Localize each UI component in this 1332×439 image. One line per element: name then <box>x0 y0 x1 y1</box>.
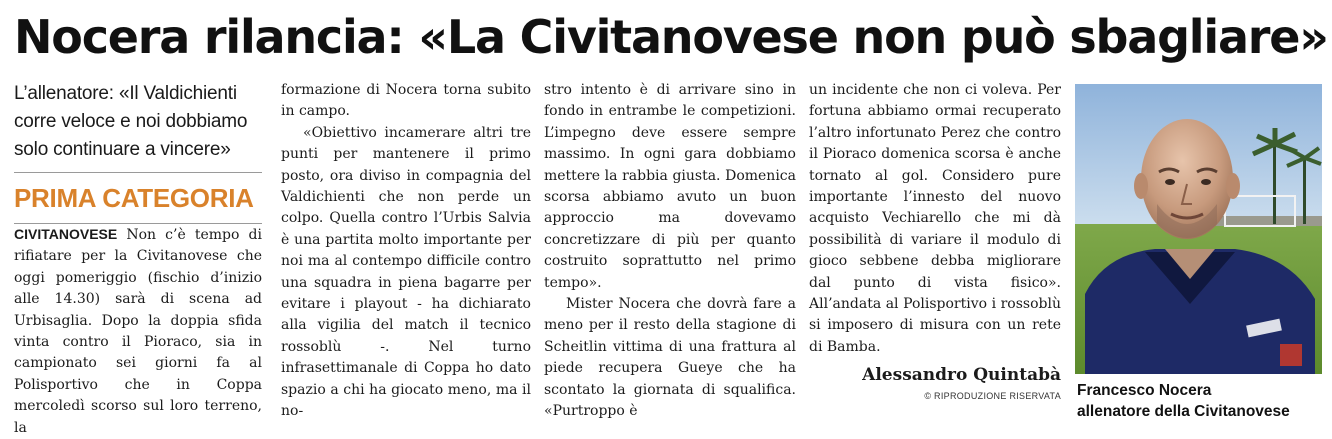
article-column-1 <box>14 80 262 439</box>
section-label: PRIMA CATEGORIA <box>14 183 254 213</box>
article-paragraph <box>14 224 262 439</box>
article-column-4 <box>809 80 1061 404</box>
coach-photo-illustration <box>1075 84 1322 374</box>
photo-caption <box>1077 380 1327 422</box>
article-paragraph: formazione di Nocera torna subito in campo. <box>281 82 531 120</box>
article-text: Non c’è tempo di rifiatare per la Civitanovese che oggi pomeriggio (fischio d’inizio alle 14.30) sarà di scena ad Urbisaglia. Dopo la doppia sfida vinta contro il Pioraco, sia in campionato sei giorni fa al Polisportivo che in Coppa mercoledì scorso sul loro terreno, la <box>14 227 262 436</box>
headline: Nocera rilancia: «La Civitanovese non può sbagliare» <box>14 10 1328 64</box>
article-paragraph: Mister Nocera che dovrà fare a meno per il resto della stagione di Scheitlin vittima di una frattura al piede recupera Gueye che ha scontato la giornata di squalifica. «Purtroppo è <box>544 296 796 420</box>
divider <box>14 172 262 173</box>
article-paragraph: un incidente che non ci voleva. Per fortuna abbiamo ormai recuperato l’altro infortunato Perez che contro il Pioraco domenica scorsa è anche tornato al gol. Considero pure importante l’innesto del nuovo acquisto Vechiarello che mi dà possibilità di variare il modulo di gioco sebbene debba migliorare dal punto di vista fisico». All’andata al Polisportivo i rossoblù si imposero di misura con un rete di Bamba. <box>809 82 1061 355</box>
article-paragraph: «Obiettivo incamerare altri tre punti per mantenere il primo posto, ora diviso in compagnia del Valdichienti che non perde un colpo. Quella contro l’Urbis Salvia è una partita molto importante per noi ma al contempo difficile contro una squadra in piena bagarre per evitare i playout - ha dichiarato alla vigilia del match il tecnico rossoblù -. Nel turno infrasettimanale di Coppa ho dato spazio a chi ha giocato meno, ma il no- <box>281 124 531 420</box>
author-byline: Alessandro Quintabà <box>862 365 1061 386</box>
lede-word: CIVITANOVESE <box>14 226 118 242</box>
article-column-2 <box>281 80 531 423</box>
subheadline: L’allenatore: «Il Valdichienti corre veloce e noi dobbiamo solo continuare a vincere» <box>14 83 248 160</box>
coach-photo <box>1075 84 1322 374</box>
caption-name: Francesco Nocera <box>1077 382 1212 399</box>
caption-role: allenatore della Civitanovese <box>1077 403 1290 420</box>
article-column-3 <box>544 80 796 423</box>
article-paragraph: stro intento è di arrivare sino in fondo in entrambe le competizioni. L’impegno deve essere sempre massimo. In ogni gara dobbiamo mettere la rabbia giusta. Domenica scorsa abbiamo avuto un buon approccio ma dovevamo concretizzare di più per quanto costruito soprattutto nel primo tempo». <box>544 82 796 291</box>
copyright-notice: © RIPRODUZIONE RISERVATA <box>924 391 1061 402</box>
